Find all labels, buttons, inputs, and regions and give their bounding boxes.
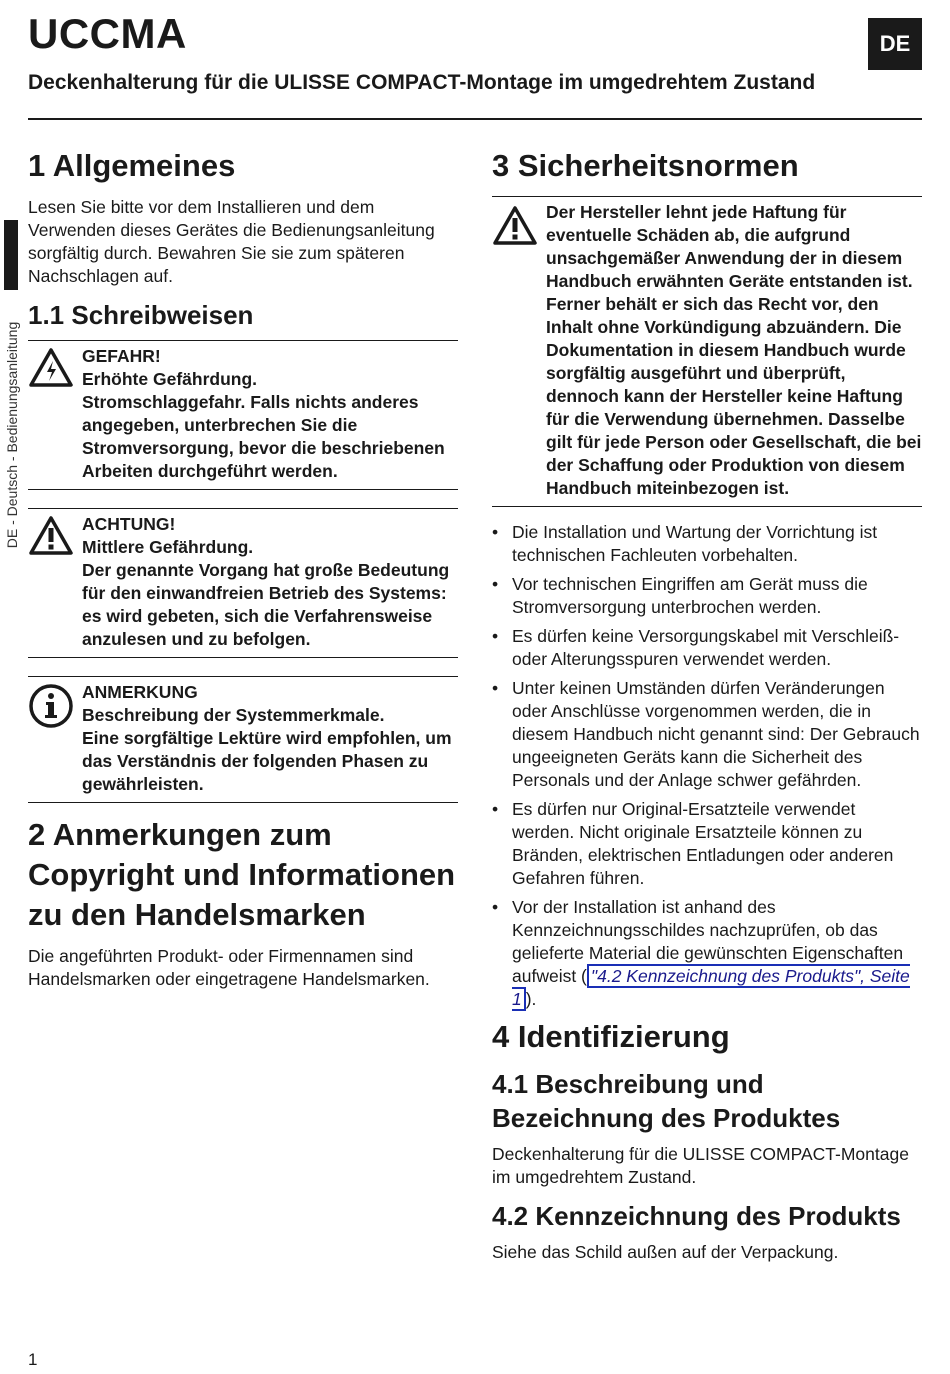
list-item: • Es dürfen nur Original-Ersatzteile verwendet werden. Nicht originale Ersatzteile können zu Bränden, elektrischen Entladungen oder anderen Gefahren führen. — [492, 798, 922, 890]
section-4-2-text: Siehe das Schild außen auf der Verpackung. — [492, 1242, 839, 1262]
language-badge: DE — [868, 18, 922, 70]
section-2-heading: 2 Anmerkungen zum Copyright und Informationen zu den Handelsmarken — [28, 817, 456, 932]
section-1-text: Lesen Sie bitte vor dem Installieren und dem Verwenden dieses Gerätes die Bedienungsanleitung sorgfältig durch. Bewahren Sie sie zum späteren Nachschlagen auf. — [28, 197, 435, 286]
info-notice — [28, 676, 458, 803]
section-4-1-text: Deckenhalterung für die ULISSE COMPACT-Montage im umgedrehtem Zustand. — [492, 1144, 909, 1187]
page-number: 1 — [28, 1350, 38, 1369]
electric-hazard-icon — [28, 345, 82, 483]
info-icon — [28, 681, 82, 796]
safety-bullet-list — [492, 521, 922, 1011]
section-2-text: Die angeführten Produkt- oder Firmennamen sind Handelsmarken oder eingetragene Handelsmarken. — [28, 946, 430, 989]
danger-notice-level: Erhöhte Gefährdung. — [82, 369, 257, 389]
side-tab-marker — [4, 220, 18, 290]
document-subtitle: Deckenhalterung für die ULISSE COMPACT-Montage im umgedrehtem Zustand — [28, 71, 816, 94]
info-notice-level: Beschreibung der Systemmerkmale. — [82, 705, 385, 725]
right-column — [492, 140, 922, 1272]
info-notice-title: ANMERKUNG — [82, 682, 198, 702]
danger-notice-title: GEFAHR! — [82, 346, 161, 366]
section-1-1-heading: 1.1 Schreibweisen — [28, 300, 254, 330]
cross-reference-link[interactable]: "4.2 Kennzeichnung des Produkts", Seite 1 — [512, 966, 910, 1009]
list-item: • Die Installation und Wartung der Vorrichtung ist technischen Fachleuten vorbehalten. — [492, 521, 922, 567]
section-4-1-heading: 4.1 Beschreibung und Bezeichnung des Produktes — [492, 1069, 841, 1133]
section-3-heading: 3 Sicherheitsnormen — [492, 148, 799, 183]
section-4-heading: 4 Identifizierung — [492, 1019, 730, 1054]
liability-warning — [492, 196, 922, 507]
caution-notice — [28, 508, 458, 658]
list-item-text-end: ). — [525, 989, 537, 1009]
document-title: UCCMA — [28, 10, 187, 57]
list-item-text: Vor der Installation ist anhand des Kennzeichnungsschildes nachzuprüfen, ob das gelieferte Material die gewünschten Eigenschaften aufweist ( — [512, 897, 904, 986]
section-4-2-heading: 4.2 Kennzeichnung des Produkts — [492, 1201, 901, 1231]
info-notice-text: Eine sorgfältige Lektüre wird empfohlen, um das Verständnis der folgenden Phasen zu gewährleisten. — [82, 728, 452, 794]
danger-notice — [28, 340, 458, 490]
list-item — [492, 896, 922, 1011]
header-divider — [28, 118, 922, 120]
list-item: • Vor technischen Eingriffen am Gerät muss die Stromversorgung unterbrochen werden. — [492, 573, 922, 619]
side-language-label: DE - Deutsch - Bedienungsanleitung — [4, 321, 20, 549]
caution-notice-title: ACHTUNG! — [82, 514, 176, 534]
list-item: • Unter keinen Umständen dürfen Veränderungen oder Anschlüsse vorgenommen werden, die in diesem Handbuch nicht genannt sind: Der Gebrauch ungeeigneten Geräts kann die Sicherheit des Personals und der Anlage schwer gefährden. — [492, 677, 922, 792]
left-column — [28, 140, 458, 999]
danger-notice-text: Stromschlaggefahr. Falls nichts anderes angegeben, unterbrechen Sie die Stromversorgung, bevor die beschriebenen Arbeiten durchgeführt werden. — [82, 392, 445, 481]
section-1-heading: 1 Allgemeines — [28, 148, 236, 183]
caution-notice-level: Mittlere Gefährdung. — [82, 537, 254, 557]
warning-icon — [492, 201, 546, 500]
warning-icon — [28, 513, 82, 651]
liability-warning-text: Der Hersteller lehnt jede Haftung für eventuelle Schäden ab, die aufgrund unsachgemäßer Anwendung der in diesem Handbuch erwähnten Geräte entstanden ist. Ferner behält er sich das Recht vor, den Inhalt ohne Vorkündigung abzuändern. Die Dokumentation in diesem Handbuch wurde sorgfältig ausgeführt und überprüft, dennoch kann der Hersteller keine Haftung für die Verwendung übernehmen. Dasselbe gilt für jede Person oder Gesellschaft, die bei der Schaffung oder Produktion von diesem Handbuch miteinbezogen ist. — [546, 202, 922, 498]
list-item: • Es dürfen keine Versorgungskabel mit Verschleiß- oder Alterungsspuren verwendet werden. — [492, 625, 922, 671]
caution-notice-text: Der genannte Vorgang hat große Bedeutung für den einwandfreien Betrieb des Systems: es wird gebeten, sich die Verfahrensweise anzulesen und zu befolgen. — [82, 560, 450, 649]
